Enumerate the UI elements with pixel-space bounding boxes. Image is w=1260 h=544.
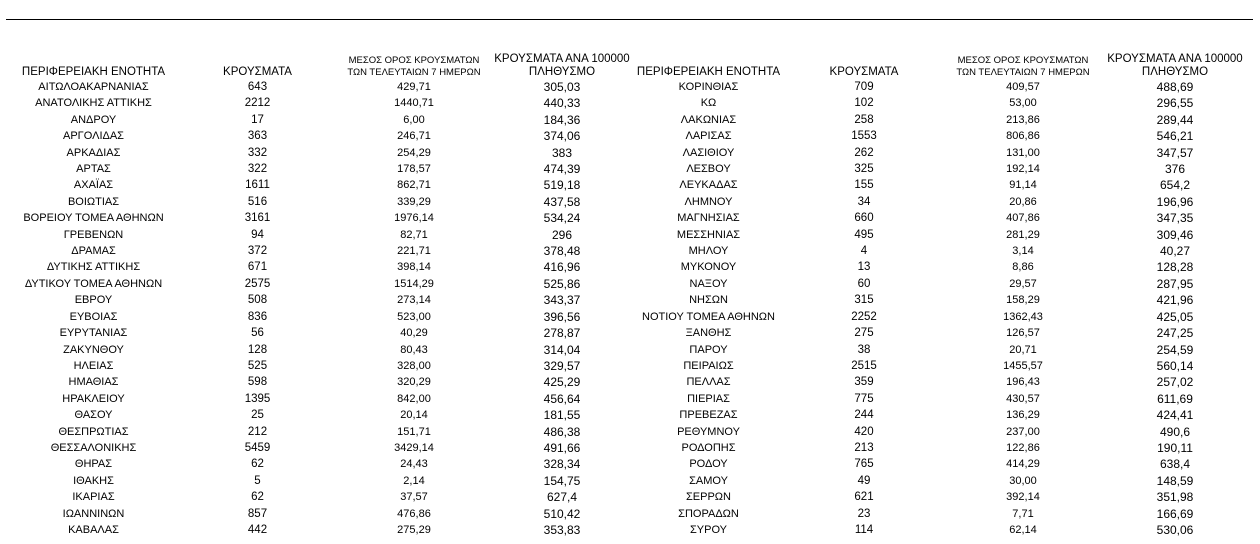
left-per100k-cell: 378,48 <box>543 244 581 259</box>
right-avg7-cell: 29,57 <box>1009 277 1037 290</box>
left-region-name-cell: ΑΝΑΤΟΛΙΚΗΣ ΑΤΤΙΚΗΣ <box>35 97 152 110</box>
left-per100k-cell: 374,06 <box>543 129 581 144</box>
left-cases-cell: 332 <box>247 146 268 159</box>
table-row <box>12 489 1251 505</box>
right-cases-cell: 621 <box>854 491 874 504</box>
left-per100k-cell: 329,57 <box>543 358 581 373</box>
left-region-name-cell: ΔΥΤΙΚΟΥ ΤΟΜΕΑ ΑΘΗΝΩΝ <box>24 277 163 290</box>
table-row <box>12 374 1251 390</box>
left-region-name-cell: ΚΑΒΑΛΑΣ <box>68 523 119 536</box>
left-cases-cell: 643 <box>247 81 268 93</box>
left-avg7-cell: 523,00 <box>397 310 431 323</box>
right-cases-cell: 213 <box>854 441 874 454</box>
right-region-name-cell: ΛΑΡΙΣΑΣ <box>685 130 732 143</box>
left-per100k-cell: 534,24 <box>543 211 581 226</box>
right-per100k-cell: 654,2 <box>1159 178 1191 193</box>
left-cases-cell: 128 <box>247 343 268 356</box>
left-region-name-cell: ΔΡΑΜΑΣ <box>71 245 116 258</box>
right-region-name-cell: ΠΕΙΡΑΙΩΣ <box>683 359 734 372</box>
left-region-name-cell: ΙΩΑΝΝΙΝΩΝ <box>62 507 125 520</box>
left-per100k-cell: 305,03 <box>543 80 581 94</box>
right-region-name-cell: ΜΑΓΝΗΣΙΑΣ <box>677 212 740 225</box>
right-per100k-cell: 376 <box>1164 162 1186 177</box>
right-per100k-cell: 347,35 <box>1156 211 1194 226</box>
left-region-name-cell: ΘΕΣΣΑΛΟΝΙΚΗΣ <box>50 441 137 454</box>
table-row <box>12 342 1251 358</box>
right-per100k-cell: 546,21 <box>1156 129 1194 144</box>
right-region-name-cell: ΠΑΡΟΥ <box>689 343 728 356</box>
table-row <box>12 194 1251 210</box>
right-cases-cell: 262 <box>854 146 874 159</box>
left-region-name-cell: ΙΚΑΡΙΑΣ <box>72 491 115 504</box>
left-per100k-cell: 328,34 <box>543 457 581 472</box>
left-region-name-cell: ΒΟΡΕΙΟΥ ΤΟΜΕΑ ΑΘΗΝΩΝ <box>23 212 164 225</box>
right-per100k-cell: 254,59 <box>1156 342 1194 357</box>
right-cases-cell: 765 <box>854 458 874 471</box>
right-cases-cell: 420 <box>854 425 874 438</box>
left-avg7-cell: 328,00 <box>397 359 431 372</box>
header-per100k-left: ΚΡΟΥΣΜΑΤΑ ΑΝΑ 100000 ΠΛΗΘΥΣΜΟ <box>494 53 630 78</box>
right-cases-cell: 13 <box>857 261 871 274</box>
right-avg7-cell: 53,00 <box>1009 97 1037 110</box>
right-avg7-cell: 126,57 <box>1006 327 1040 340</box>
left-avg7-cell: 24,43 <box>400 458 428 471</box>
right-avg7-cell: 20,86 <box>1009 195 1037 208</box>
right-cases-cell: 258 <box>854 113 874 126</box>
right-region-name-cell: ΜΗΛΟΥ <box>688 245 729 258</box>
left-cases-cell: 5459 <box>244 441 271 454</box>
right-avg7-cell: 3,14 <box>1012 245 1034 258</box>
table-row <box>12 522 1251 538</box>
left-per100k-cell: 525,86 <box>543 276 581 291</box>
left-cases-cell: 94 <box>251 228 264 241</box>
right-per100k-cell: 560,14 <box>1156 358 1194 373</box>
right-cases-cell: 775 <box>854 392 874 405</box>
right-region-name-cell: ΣΥΡΟΥ <box>689 523 727 536</box>
left-region-name-cell: ΑΧΑΪΑΣ <box>73 179 114 192</box>
right-cases-cell: 34 <box>857 195 871 208</box>
right-per100k-cell: 40,27 <box>1159 244 1191 259</box>
right-region-name-cell: ΡΟΔΟΠΗΣ <box>681 441 736 454</box>
table-row <box>12 128 1251 144</box>
left-avg7-cell: 429,71 <box>397 81 431 93</box>
left-region-name-cell: ΑΡΓΟΛΙΔΑΣ <box>63 130 124 143</box>
header-avg7-left: ΜΕΣΟΣ ΟΡΟΣ ΚΡΟΥΣΜΑΤΩΝ ΤΩΝ ΤΕΛΕΥΤΑΙΩΝ 7 ΗΜΕΡΩΝ <box>347 55 481 78</box>
right-per100k-cell: 190,11 <box>1157 440 1193 455</box>
left-per100k-cell: 416,96 <box>543 260 581 275</box>
table-row <box>12 210 1251 226</box>
table-row <box>12 112 1251 128</box>
left-per100k-cell: 396,56 <box>543 309 581 324</box>
table-row <box>12 177 1251 193</box>
right-per100k-cell: 488,69 <box>1156 80 1194 94</box>
right-avg7-cell: 1455,57 <box>1003 359 1043 372</box>
right-avg7-cell: 806,86 <box>1006 130 1040 143</box>
left-cases-cell: 442 <box>247 523 268 536</box>
right-avg7-cell: 237,00 <box>1006 425 1040 438</box>
right-cases-cell: 114 <box>854 523 874 536</box>
right-region-name-cell: ΡΟΔΟΥ <box>689 458 728 471</box>
left-cases-cell: 322 <box>247 163 268 176</box>
left-avg7-cell: 246,71 <box>397 130 431 143</box>
left-avg7-cell: 273,14 <box>397 294 431 307</box>
right-per100k-cell: 148,59 <box>1156 473 1194 488</box>
table-row <box>12 145 1251 161</box>
right-per100k-cell: 638,4 <box>1159 457 1191 472</box>
right-per100k-cell: 530,06 <box>1156 522 1194 537</box>
covid-cases-table <box>12 49 1251 538</box>
left-avg7-cell: 862,71 <box>397 179 431 192</box>
right-per100k-cell: 351,98 <box>1156 490 1194 505</box>
right-per100k-cell: 425,05 <box>1156 309 1194 324</box>
right-cases-cell: 23 <box>857 507 871 520</box>
right-per100k-cell: 347,57 <box>1156 145 1194 160</box>
left-cases-cell: 1611 <box>245 179 270 192</box>
right-region-name-cell: ΜΕΣΣΗΝΙΑΣ <box>676 228 741 241</box>
right-cases-cell: 2515 <box>851 359 877 372</box>
right-cases-cell: 49 <box>857 474 871 487</box>
right-cases-cell: 275 <box>854 327 874 340</box>
left-region-name-cell: ΙΘΑΚΗΣ <box>73 474 114 487</box>
right-region-name-cell: ΝΟΤΙΟΥ ΤΟΜΕΑ ΑΘΗΝΩΝ <box>642 310 775 323</box>
table-row <box>12 161 1251 177</box>
left-region-name-cell: ΕΒΡΟΥ <box>74 294 113 307</box>
left-cases-cell: 516 <box>247 195 268 208</box>
right-avg7-cell: 414,29 <box>1006 458 1040 471</box>
right-region-name-cell: ΠΙΕΡΙΑΣ <box>687 392 730 405</box>
header-avg7-right: ΜΕΣΟΣ ΟΡΟΣ ΚΡΟΥΣΜΑΤΩΝ ΤΩΝ ΤΕΛΕΥΤΑΙΩΝ 7 ΗΜΕΡΩΝ <box>956 55 1090 78</box>
right-region-name-cell: ΣΑΜΟΥ <box>689 474 728 487</box>
right-region-name-cell: ΠΕΛΛΑΣ <box>686 376 731 389</box>
left-avg7-cell: 254,29 <box>397 146 431 159</box>
table-row <box>12 440 1251 456</box>
left-per100k-cell: 440,33 <box>543 96 581 111</box>
left-region-name-cell: ΗΡΑΚΛΕΙΟΥ <box>62 392 125 405</box>
right-avg7-cell: 1362,43 <box>1003 310 1043 323</box>
right-region-name-cell: ΣΠΟΡΑΔΩΝ <box>678 507 739 520</box>
left-avg7-cell: 476,86 <box>397 507 431 520</box>
right-region-name-cell: ΛΕΥΚΑΔΑΣ <box>679 179 738 192</box>
right-avg7-cell: 196,43 <box>1006 376 1040 389</box>
left-cases-cell: 2212 <box>244 97 271 110</box>
left-region-name-cell: ΕΥΒΟΙΑΣ <box>69 310 118 323</box>
left-avg7-cell: 221,71 <box>397 245 431 258</box>
right-per100k-cell: 287,95 <box>1156 276 1194 291</box>
left-avg7-cell: 40,29 <box>400 327 428 340</box>
right-region-name-cell: ΚΩ <box>700 97 717 110</box>
left-per100k-cell: 456,64 <box>543 391 581 406</box>
left-cases-cell: 598 <box>247 376 268 389</box>
right-avg7-cell: 392,14 <box>1006 491 1040 504</box>
left-cases-cell: 17 <box>251 113 264 126</box>
left-region-name-cell: ΘΕΣΠΡΩΤΙΑΣ <box>58 425 129 438</box>
right-avg7-cell: 20,71 <box>1009 343 1037 356</box>
table-body <box>12 79 1251 538</box>
left-cases-cell: 372 <box>247 245 268 258</box>
left-per100k-cell: 343,37 <box>543 293 581 308</box>
right-per100k-cell: 289,44 <box>1156 112 1194 127</box>
right-avg7-cell: 122,86 <box>1006 441 1040 454</box>
right-region-name-cell: ΞΑΝΘΗΣ <box>685 327 732 340</box>
header-row <box>12 49 1251 79</box>
right-avg7-cell: 213,86 <box>1006 113 1040 126</box>
table-row <box>12 456 1251 472</box>
left-per100k-cell: 474,39 <box>543 162 581 177</box>
left-cases-cell: 62 <box>251 458 264 471</box>
table-row <box>12 473 1251 489</box>
right-avg7-cell: 30,00 <box>1009 474 1037 487</box>
right-region-name-cell: ΠΡΕΒΕΖΑΣ <box>679 409 738 422</box>
left-cases-cell: 836 <box>247 310 268 323</box>
left-cases-cell: 2575 <box>244 277 271 290</box>
right-avg7-cell: 192,14 <box>1006 163 1040 176</box>
table-row <box>12 325 1251 341</box>
right-avg7-cell: 8,86 <box>1012 261 1034 274</box>
left-avg7-cell: 398,14 <box>397 261 431 274</box>
left-region-name-cell: ΔΥΤΙΚΗΣ ΑΤΤΙΚΗΣ <box>46 261 141 274</box>
header-region-right: ΠΕΡΙΦΕΡΕΙΑΚΗ ΕΝΟΤΗΤΑ <box>636 66 781 78</box>
left-cases-cell: 25 <box>251 409 264 422</box>
right-cases-cell: 244 <box>854 409 874 422</box>
left-cases-cell: 5 <box>254 474 261 487</box>
left-cases-cell: 56 <box>251 327 264 340</box>
left-avg7-cell: 20,14 <box>400 409 428 422</box>
right-region-name-cell: ΝΗΣΩΝ <box>689 294 728 307</box>
header-cases-left: ΚΡΟΥΣΜΑΤΑ <box>223 66 292 78</box>
right-cases-cell: 60 <box>857 277 871 290</box>
right-cases-cell: 155 <box>854 179 874 192</box>
table-row <box>12 95 1251 111</box>
right-avg7-cell: 281,29 <box>1006 228 1040 241</box>
right-avg7-cell: 136,29 <box>1006 409 1040 422</box>
left-region-name-cell: ΑΡΤΑΣ <box>76 163 111 176</box>
table-row <box>12 79 1251 95</box>
left-region-name-cell: ΑΝΔΡΟΥ <box>70 113 117 126</box>
right-per100k-cell: 247,25 <box>1156 326 1194 341</box>
left-per100k-cell: 510,42 <box>543 506 581 521</box>
left-per100k-cell: 314,04 <box>543 342 581 357</box>
right-cases-cell: 38 <box>857 343 871 356</box>
left-avg7-cell: 1976,14 <box>394 212 434 225</box>
left-avg7-cell: 275,29 <box>397 523 431 536</box>
right-avg7-cell: 430,57 <box>1006 392 1040 405</box>
left-per100k-cell: 383 <box>551 145 573 160</box>
table-row <box>12 407 1251 423</box>
right-per100k-cell: 424,41 <box>1156 408 1194 423</box>
left-avg7-cell: 2,14 <box>403 474 425 487</box>
top-rule <box>6 19 1253 20</box>
left-region-name-cell: ΖΑΚΥΝΘΟΥ <box>63 343 124 356</box>
left-per100k-cell: 154,75 <box>543 473 581 488</box>
right-region-name-cell: ΡΕΘΥΜΝΟΥ <box>677 425 740 438</box>
left-region-name-cell: ΓΡΕΒΕΝΩΝ <box>63 228 124 241</box>
left-avg7-cell: 842,00 <box>397 392 431 405</box>
right-region-name-cell: ΛΕΣΒΟΥ <box>686 163 731 176</box>
right-cases-cell: 495 <box>854 228 874 241</box>
left-avg7-cell: 1440,71 <box>394 97 434 110</box>
left-avg7-cell: 6,00 <box>403 113 425 126</box>
left-per100k-cell: 184,36 <box>543 112 581 127</box>
right-cases-cell: 4 <box>860 245 868 258</box>
left-cases-cell: 671 <box>247 261 268 274</box>
left-per100k-cell: 491,66 <box>543 440 581 455</box>
right-region-name-cell: ΜΥΚΟΝΟΥ <box>680 261 737 274</box>
right-avg7-cell: 7,71 <box>1012 507 1034 520</box>
left-cases-cell: 363 <box>247 130 268 143</box>
left-region-name-cell: ΕΥΡΥΤΑΝΙΑΣ <box>59 327 128 340</box>
left-cases-cell: 212 <box>247 425 268 438</box>
left-avg7-cell: 178,57 <box>397 163 431 176</box>
table-row <box>12 292 1251 308</box>
right-avg7-cell: 407,86 <box>1006 212 1040 225</box>
table-row <box>12 424 1251 440</box>
left-region-name-cell: ΗΜΑΘΙΑΣ <box>68 376 119 389</box>
right-avg7-cell: 131,00 <box>1006 146 1040 159</box>
left-per100k-cell: 519,18 <box>543 178 581 193</box>
left-avg7-cell: 37,57 <box>400 491 428 504</box>
right-cases-cell: 1553 <box>851 130 877 143</box>
left-avg7-cell: 339,29 <box>397 195 431 208</box>
right-avg7-cell: 409,57 <box>1006 81 1040 93</box>
header-cases-right: ΚΡΟΥΣΜΑΤΑ <box>829 66 899 78</box>
right-avg7-cell: 158,29 <box>1006 294 1040 307</box>
right-region-name-cell: ΛΑΣΙΘΙΟΥ <box>682 146 735 159</box>
left-avg7-cell: 151,71 <box>397 425 431 438</box>
right-avg7-cell: 62,14 <box>1009 523 1037 536</box>
header-region-left: ΠΕΡΙΦΕΡΕΙΑΚΗ ΕΝΟΤΗΤΑ <box>21 66 166 78</box>
left-cases-cell: 857 <box>247 507 268 520</box>
right-per100k-cell: 128,28 <box>1156 260 1194 275</box>
left-avg7-cell: 80,43 <box>400 343 428 356</box>
table-row <box>12 309 1251 325</box>
right-cases-cell: 660 <box>854 212 874 225</box>
left-cases-cell: 525 <box>247 359 268 372</box>
right-avg7-cell: 91,14 <box>1009 179 1037 192</box>
left-per100k-cell: 627,4 <box>546 490 578 505</box>
table-row <box>12 259 1251 275</box>
left-cases-cell: 62 <box>251 491 264 504</box>
table-row <box>12 243 1251 259</box>
right-region-name-cell: ΝΑΞΟΥ <box>689 277 728 290</box>
table-row <box>12 358 1251 374</box>
right-region-name-cell: ΣΕΡΡΩΝ <box>686 491 731 504</box>
left-cases-cell: 508 <box>247 294 268 307</box>
left-region-name-cell: ΘΗΡΑΣ <box>74 458 113 471</box>
right-cases-cell: 102 <box>854 97 874 110</box>
left-avg7-cell: 320,29 <box>397 376 431 389</box>
table-row <box>12 506 1251 522</box>
right-per100k-cell: 296,55 <box>1156 96 1194 111</box>
left-cases-cell: 3161 <box>244 212 271 225</box>
right-cases-cell: 359 <box>854 376 874 389</box>
left-per100k-cell: 181,55 <box>543 408 581 423</box>
right-per100k-cell: 166,69 <box>1156 506 1194 521</box>
header-per100k-right: ΚΡΟΥΣΜΑΤΑ ΑΝΑ 100000 ΠΛΗΘΥΣΜΟ <box>1107 53 1243 78</box>
left-region-name-cell: ΑΡΚΑΔΙΑΣ <box>66 146 121 159</box>
left-region-name-cell: ΑΙΤΩΛΟΑΚΑΡΝΑΝΙΑΣ <box>38 81 149 93</box>
left-region-name-cell: ΒΟΙΩΤΙΑΣ <box>67 195 120 208</box>
left-avg7-cell: 82,71 <box>400 228 428 241</box>
table-header <box>12 49 1251 79</box>
right-per100k-cell: 421,96 <box>1156 293 1194 308</box>
table-row <box>12 227 1251 243</box>
left-per100k-cell: 278,87 <box>543 326 581 341</box>
left-cases-cell: 1395 <box>244 392 271 405</box>
right-cases-cell: 315 <box>854 294 874 307</box>
right-cases-cell: 709 <box>854 81 874 93</box>
table-row <box>12 276 1251 292</box>
right-region-name-cell: ΚΟΡΙΝΘΙΑΣ <box>678 81 739 93</box>
left-per100k-cell: 353,83 <box>543 522 581 537</box>
right-per100k-cell: 490,6 <box>1159 424 1191 439</box>
right-region-name-cell: ΛΗΜΝΟΥ <box>684 195 733 208</box>
right-cases-cell: 2252 <box>851 310 877 323</box>
left-region-name-cell: ΗΛΕΙΑΣ <box>73 359 114 372</box>
left-region-name-cell: ΘΑΣΟΥ <box>74 409 113 422</box>
left-per100k-cell: 296 <box>551 227 573 242</box>
left-avg7-cell: 3429,14 <box>394 441 434 454</box>
right-per100k-cell: 611,69 <box>1157 391 1193 406</box>
right-per100k-cell: 196,96 <box>1156 194 1194 209</box>
left-avg7-cell: 1514,29 <box>394 277 434 290</box>
left-per100k-cell: 486,38 <box>543 424 581 439</box>
right-region-name-cell: ΛΑΚΩΝΙΑΣ <box>680 113 737 126</box>
table-row <box>12 391 1251 407</box>
left-per100k-cell: 425,29 <box>543 375 581 390</box>
right-per100k-cell: 257,02 <box>1156 375 1194 390</box>
left-per100k-cell: 437,58 <box>543 194 581 209</box>
right-per100k-cell: 309,46 <box>1156 227 1194 242</box>
right-cases-cell: 325 <box>854 163 874 176</box>
